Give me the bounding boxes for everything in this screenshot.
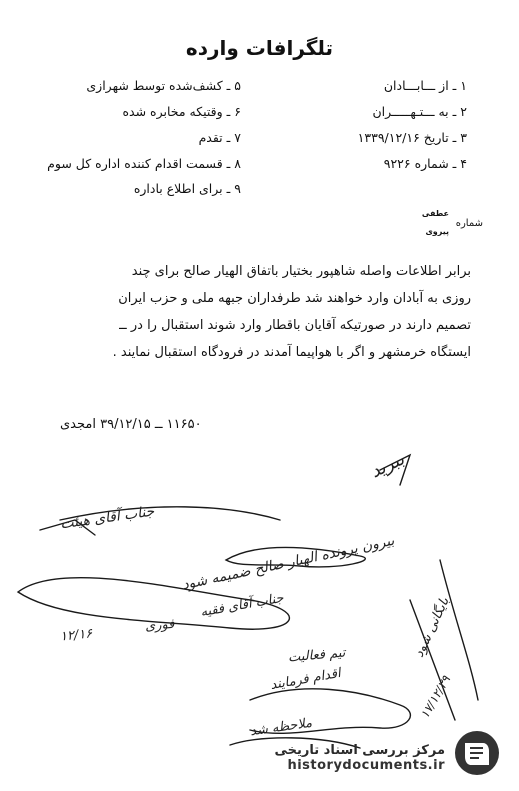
meta-info-to-label: ۹ ـ برای اطلاع باداره	[133, 181, 241, 196]
handwritten-note: بیرون پرونده الهیار صالح ضمیمه شود	[180, 532, 396, 594]
meta-from-value: ـــابـــادان	[383, 78, 436, 93]
stamp-bottom-word: پیروی	[425, 227, 449, 236]
meta-sent-time-label: ۶ ـ وقتیکه مخابره شده	[122, 104, 241, 119]
body-line: برابر اطلاعات واصله شاهپور بختیار باتفاق الهیار صالح برای چند	[131, 264, 471, 279]
meta-priority-label: ۷ ـ تقدم	[198, 130, 241, 145]
archive-logo-icon	[453, 729, 501, 777]
body-line: تصمیم دارند در صورتیکه آقایان باقطار وارد شوند استقبال را در ــ	[119, 318, 471, 333]
watermark	[245, 743, 445, 773]
handwritten-note: جناب آقای هیئت	[59, 503, 156, 533]
handwritten-note: اقدام فرمایند	[269, 665, 342, 694]
meta-from-label: ۱ ـ از	[439, 78, 467, 93]
handwritten-note: ۱۲/۱۶	[59, 626, 94, 645]
meta-decoded-by-label: ۵ ـ کشف‌شده توسط	[132, 78, 241, 93]
meta-date-value: ۱۳۳۹/۱۲/۱۶	[357, 130, 420, 145]
meta-to-value: ـــتـهـــــران	[372, 104, 435, 119]
meta-to-label: ۲ ـ به	[438, 104, 467, 119]
handwritten-note: ببرید	[367, 448, 408, 483]
handwritten-note: بایگانی شود	[411, 595, 453, 660]
watermark-url: historydocuments.ir	[287, 758, 445, 773]
meta-date-label: ۳ ـ تاریخ	[423, 130, 467, 145]
stamp-label: شماره	[455, 218, 483, 229]
watermark-name: مرکز بررسی اسناد تاریخی	[274, 743, 445, 758]
handwritten-note: ۱۷/۱۲/۳۹	[417, 673, 454, 721]
meta-action-dept-label: ۸ ـ قسمت اقدام کننده	[124, 156, 241, 171]
body-line: ایستگاه خرمشهر و اگر با هواپیما آمدند در فرودگاه استقبال نمایند .	[112, 345, 471, 360]
meta-number-value: ۹۲۲۶	[383, 156, 411, 171]
handwritten-note: جناب آقای فقیه	[199, 590, 285, 621]
meta-action-dept-value: اداره کل سوم	[47, 156, 121, 171]
handwritten-note: ملاحظه شد	[249, 715, 313, 740]
handwritten-note: فوری	[144, 616, 175, 635]
document-title: تلگرافات وارده	[185, 36, 334, 60]
stamp-top-word: عطفی	[421, 209, 449, 218]
handwritten-note: تیم فعالیت	[287, 645, 346, 666]
meta-decoded-by-value: شهرازی	[86, 78, 129, 93]
meta-number-label: ۴ ـ شماره	[414, 156, 467, 171]
serial-date-line: ۱۱۶۵۰ ــ ۳۹/۱۲/۱۵ امجدی	[60, 417, 202, 432]
body-line: روزی به آبادان وارد خواهند شد طرفداران جبهه ملی و حزب ایران	[118, 291, 471, 306]
